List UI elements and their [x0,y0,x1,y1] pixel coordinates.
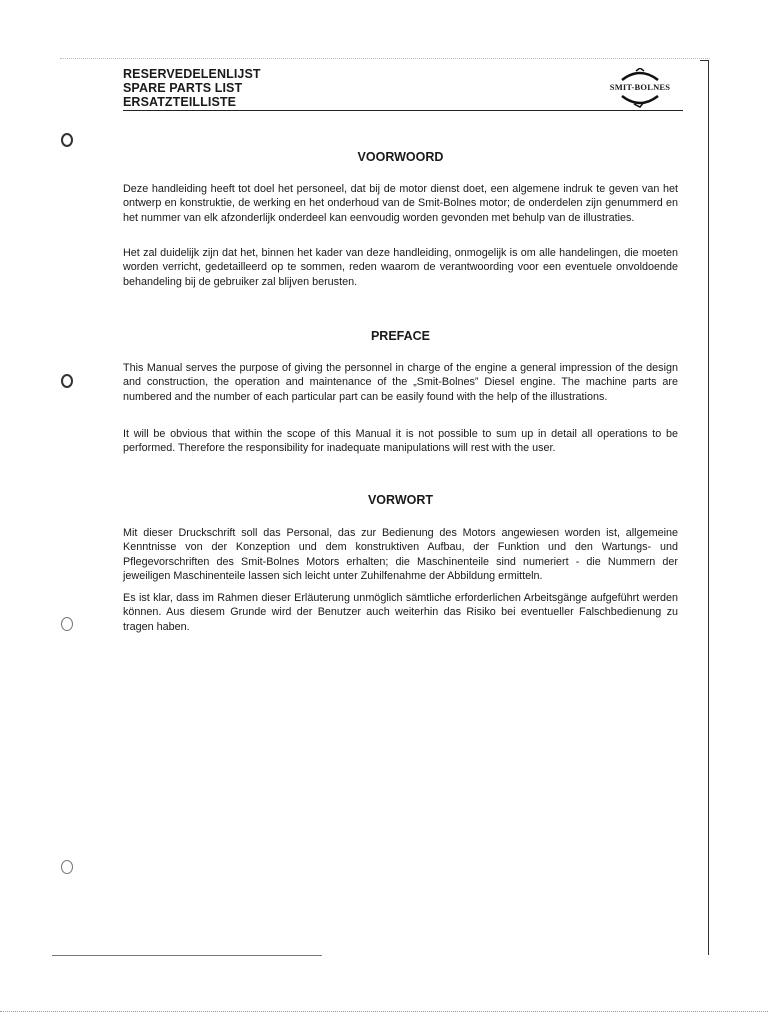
preface-paragraph-2: It will be obvious that within the scope of this Manual it is not possible to sum up in detail all operations to be performed. Therefore the responsibility for inadequate manipulations will rest with the user. [123,428,678,455]
smit-bolnes-logo [604,68,676,108]
header-divider [123,110,683,111]
voorwoord-paragraph-1: Deze handleiding heeft tot doel het personeel, dat bij de motor dienst doet, een algemene indruk te geven van het ontwerp en konstruktie, de werking en het onderhoud van de Smit-Bolnes motor; de onderdelen zijn genummerd en het nummer van elk afzonderlijk onderdeel kan eenvoudig worden gevonden met behulp van de illustraties. [123,183,678,224]
section-title-voorwoord: VOORWOORD [357,150,444,164]
section-title-vorwort: VORWORT [367,493,434,507]
punch-hole-icon [61,860,73,874]
title-german: ERSATZTEILLISTE [123,95,237,109]
vorwort-paragraph-2: Es ist klar, dass im Rahmen dieser Erläuterung unmöglich sämtliche erforderlichen Arbeitsgänge aufgeführt werden können. Aus diesem Grunde wird der Benutzer auch weiterhin das Risiko bei eventueller Falschbedienung zu tragen haben. [123,592,678,633]
scan-edge-top [60,58,710,59]
vorwort-paragraph-1: Mit dieser Druckschrift soll das Personal, das zur Bedienung des Motors angewiesen worden ist, allgemeine Kenntnisse von der Konzeption und dem konstruktiven Aufbau, der Funktion und den Wartungs- und Pflegevorschriften des Smit-Bolnes Motors erhalten; die Maschinenteile sind numeriert - die Nummern der jeweiligen Maschinenteile lassen sich leicht unter Zuhilfenahme der Abbildung ermitteln. [123,527,678,583]
punch-hole-icon [61,133,73,147]
section-title-preface: PREFACE [370,329,431,343]
punch-hole-icon [61,374,73,388]
document-title-block [123,67,261,109]
title-english: SPARE PARTS LIST [123,81,243,95]
scan-edge-bottom [0,1011,768,1012]
logo-wordmark: SMIT-BOLNES [609,82,671,92]
footer-rule [52,955,322,956]
preface-paragraph-1: This Manual serves the purpose of giving the personnel in charge of the engine a general impression of the design and construction, the operation and maintenance of the „Smit-Bolnes” Diesel engine. The machine parts are numbered and the number of each particular part can be easily found with the help of the illustrations. [123,362,678,403]
voorwoord-paragraph-2: Het zal duidelijk zijn dat het, binnen het kader van deze handleiding, onmogelijk is om alle handelingen, die moeten worden verricht, gedetailleerd op te sommen, reden waarom de verantwoording voor een eventuele onvoldoende behandeling bij de gebruiker zal blijven berusten. [123,247,678,288]
punch-hole-icon [61,617,73,631]
title-dutch: RESERVEDELENLIJST [123,67,261,81]
page-edge-right [708,60,709,955]
